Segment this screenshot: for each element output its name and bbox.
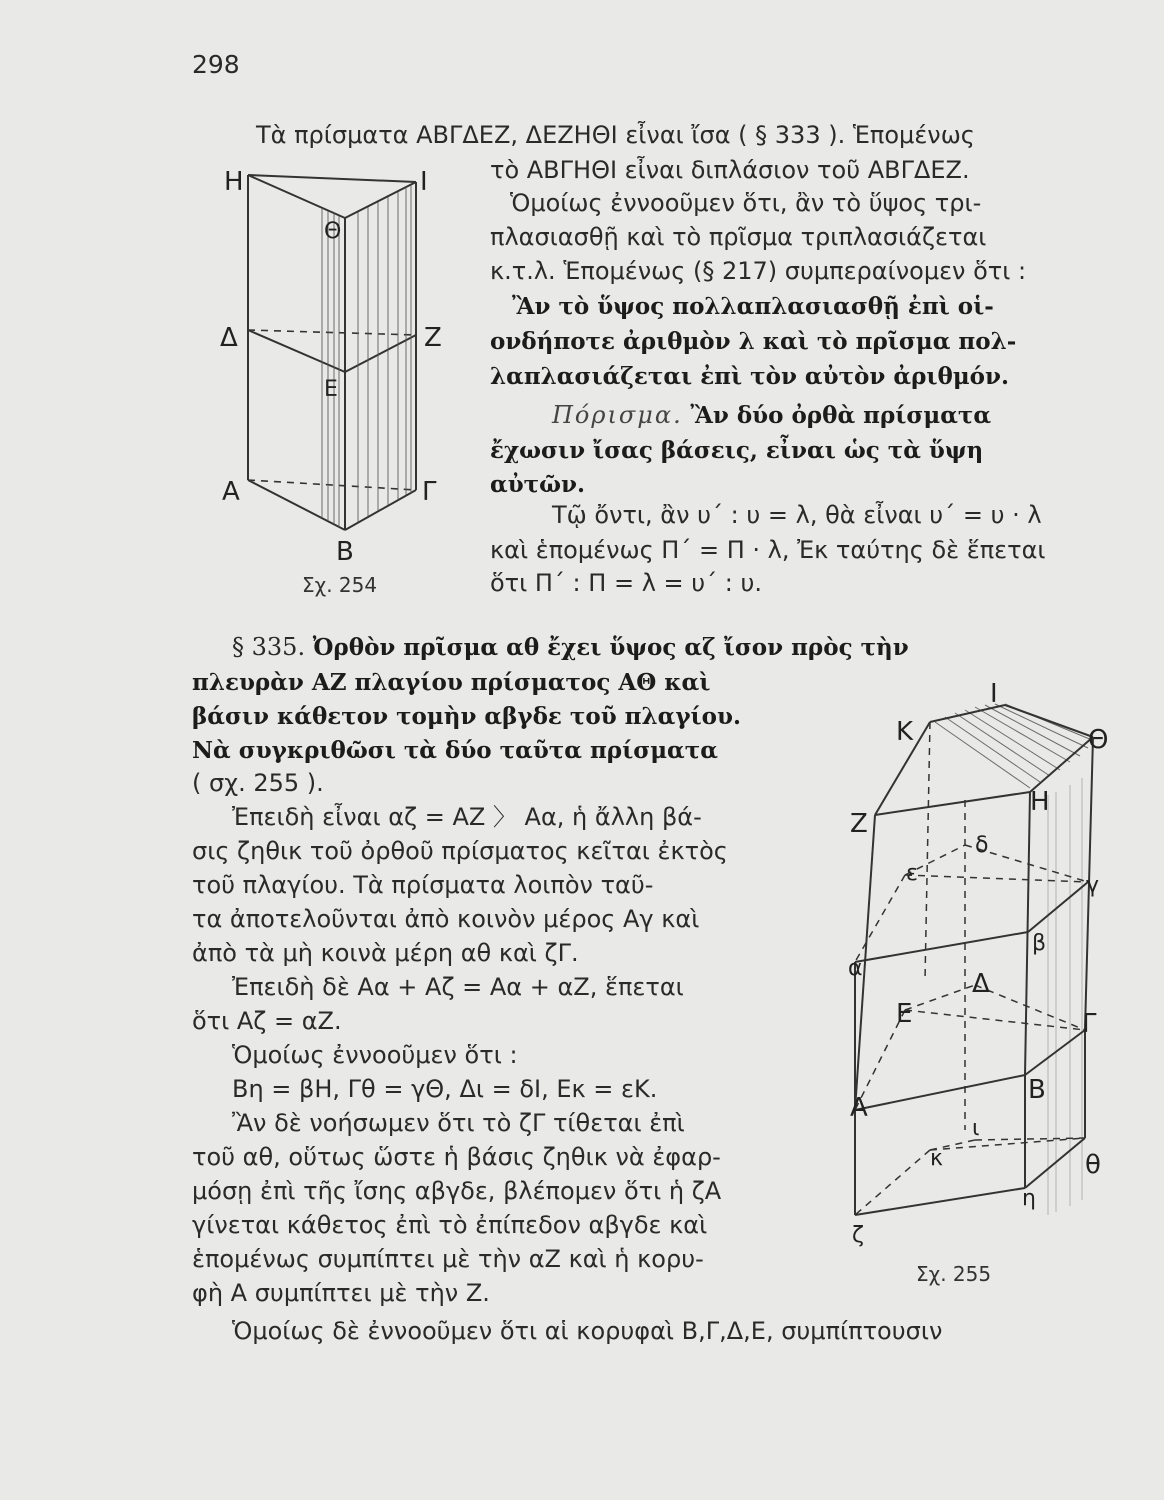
text-line: Ἂν δὲ νοήσωμεν ὅτι τὸ ζΓ τίθεται ἐπὶ <box>232 1109 685 1137</box>
label-B: Β <box>336 537 354 567</box>
text-line: τοῦ αθ, οὕτως ὥστε ἡ βάσις ζηθικ νὰ ἐφαρ- <box>192 1143 721 1171</box>
porisma-label: Πόρισμα. <box>552 401 683 429</box>
label-K: Κ <box>896 717 914 747</box>
edge <box>855 1188 1025 1215</box>
label-alpha: α <box>848 956 863 981</box>
hidden-edge <box>905 875 1088 882</box>
edge <box>1028 882 1088 932</box>
edge <box>1025 792 1030 1075</box>
label-Z: Ζ <box>850 809 868 839</box>
label-Z: Ζ <box>424 323 442 353</box>
label-I: Ι <box>420 167 428 197</box>
label-B: Β <box>1028 1075 1046 1105</box>
text-line: πλασιασθῇ καὶ τὸ πρῖσμα τριπλασιάζεται <box>490 223 987 251</box>
figure-255-caption: Σχ. 255 <box>916 1262 992 1286</box>
text-line: Βη = βΗ, Γθ = γΘ, Δι = δΙ, Εκ = εΚ. <box>232 1075 658 1103</box>
label-delta: δ <box>975 833 989 858</box>
label-E: Ε <box>896 999 913 1029</box>
section-heading-line <box>232 632 909 663</box>
text-line: μόσῃ ἐπὶ τῆς ἴσης αβγδε, βλέπομεν ὅτι ἡ ζΑ <box>192 1177 722 1205</box>
text-line: Ὁμοίως ἐννοοῦμεν ὅτι, ἂν τὸ ὕψος τρι- <box>510 189 982 217</box>
edge <box>855 932 1028 962</box>
label-iota: ι <box>972 1116 980 1141</box>
label-theta: θ <box>1085 1150 1101 1180</box>
hidden-edge <box>248 330 416 335</box>
text-line: Ἐπειδὴ εἶναι αζ = ΑΖ 〉 Αα, ἡ ἄλλη βά- <box>232 803 702 831</box>
label-A: Α <box>850 1093 868 1123</box>
text-line: φὴ Α συμπίπτει μὲ τὴν Ζ. <box>192 1279 490 1307</box>
porisma-line <box>552 400 991 431</box>
label-kappa: κ <box>930 1146 943 1171</box>
edge <box>345 182 416 218</box>
label-epsilon: ε <box>906 861 918 886</box>
label-H: Η <box>224 167 244 197</box>
page-number: 298 <box>192 50 240 79</box>
edge <box>1025 1030 1085 1075</box>
figure-255-prisms <box>830 670 1130 1270</box>
hidden-edge <box>855 875 905 962</box>
label-G: Γ <box>1082 1009 1097 1039</box>
theorem-line: ἔχωσιν ἴσας βάσεις, εἶναι ὡς τὰ ὕψη <box>490 437 984 464</box>
text-line: Ἐπειδὴ δὲ Αα + Αζ = Αα + αΖ, ἕπεται <box>232 973 684 1001</box>
edge <box>345 335 416 372</box>
label-G: Γ <box>422 477 437 507</box>
figure-254-prism <box>210 160 450 580</box>
label-gamma: γ <box>1086 873 1100 898</box>
section-title: Ὀρθὸν πρῖσμα αθ ἔχει ὕψος αζ ἴσον πρὸς τὴν <box>312 634 909 661</box>
text-line: τὸ ΑΒΓΗΘΙ εἶναι διπλάσιον τοῦ ΑΒΓΔΕΖ. <box>490 156 970 184</box>
edge <box>1030 737 1093 792</box>
text-line: ( σχ. 255 ). <box>192 769 324 797</box>
text-line: Ὁμοίως ἐννοοῦμεν ὅτι : <box>232 1041 518 1069</box>
text-line: ἑπομένως συμπίπτει μὲ τὴν αΖ καὶ ἡ κορυ- <box>192 1245 704 1273</box>
text-line: τα ἀποτελοῦνται ἀπὸ κοινὸν μέρος Αγ καὶ <box>192 905 700 933</box>
theorem-line: ονδήποτε ἀριθμὸν λ καὶ τὸ πρῖσμα πολ- <box>490 328 1017 355</box>
edge <box>248 330 345 372</box>
text-line: σις ζηθικ τοῦ ὀρθοῦ πρίσματος κεῖται ἐκτὸς <box>192 837 728 865</box>
label-A: Α <box>222 477 240 507</box>
theorem-line: Ἂν τὸ ὕψος πολλαπλασιασθῇ ἐπὶ οἱ- <box>512 293 994 320</box>
label-H: Η <box>1030 787 1050 817</box>
text-line: ὅτι Π΄ : Π = λ = υ΄ : υ. <box>490 569 763 597</box>
text-line: Τὰ πρίσματα ΑΒΓΔΕΖ, ΔΕΖΗΘΙ εἶναι ἴσα ( § 333 ). Ἑπομένως <box>256 121 975 149</box>
text-line: ὅτι Αζ = αΖ. <box>192 1007 342 1035</box>
hidden-edge <box>925 722 930 980</box>
label-Delta: Δ <box>220 323 238 353</box>
edge <box>248 175 345 218</box>
theorem-line: λαπλασιάζεται ἐπὶ τὸν αὐτὸν ἀριθμόν. <box>490 363 1009 390</box>
theorem-line: αὐτῶν. <box>490 471 585 498</box>
text-line: τοῦ πλαγίου. Τὰ πρίσματα λοιπὸν ταῦ- <box>192 871 654 899</box>
text-line: Τῷ ὄντι, ἂν υ΄ : υ = λ, θὰ εἶναι υ΄ = υ · λ <box>552 501 1042 529</box>
edge <box>248 175 416 182</box>
text-line: Ὁμοίως δὲ ἐννοοῦμεν ὅτι αἱ κορυφαὶ Β,Γ,Δ,Ε, συμπίπτουσιν <box>232 1317 943 1345</box>
figure-254-caption: Σχ. 254 <box>302 573 378 597</box>
hidden-edge <box>248 480 416 490</box>
text-line: καὶ ἑπομένως Π΄ = Π · λ, Ἐκ ταύτης δὲ ἕπεται <box>490 536 1046 564</box>
label-Theta: Θ <box>324 219 342 244</box>
hidden-edge <box>975 985 1085 1030</box>
label-I: Ι <box>990 679 998 709</box>
section-title-line: Νὰ συγκριθῶσι τὰ δύο ταῦτα πρίσματα <box>192 737 718 764</box>
edge <box>875 792 1030 815</box>
section-title-line: πλευρὰν ΑΖ πλαγίου πρίσματος ΑΘ καὶ <box>192 669 711 696</box>
porisma-text: Ἂν δύο ὀρθὰ πρίσματα <box>690 402 992 429</box>
label-eta: η <box>1022 1186 1036 1211</box>
section-title-line: βάσιν κάθετον τομὴν αβγδε τοῦ πλαγίου. <box>192 703 741 730</box>
edge <box>345 490 416 530</box>
label-Delta: Δ <box>972 969 990 999</box>
label-E: Ε <box>324 377 338 402</box>
hidden-edge <box>905 1010 1085 1030</box>
edge <box>1025 1138 1085 1188</box>
edge <box>248 480 345 530</box>
hidden-edge <box>975 1138 1085 1140</box>
text-line: ἀπὸ τὰ μὴ κοινὰ μέρη αθ καὶ ζΓ. <box>192 939 579 967</box>
text-line: κ.τ.λ. Ἑπομένως (§ 217) συμπεραίνομεν ὅτι : <box>490 257 1027 285</box>
label-beta: β <box>1032 931 1047 956</box>
text-line: γίνεται κάθετος ἐπὶ τὸ ἐπίπεδον αβγδε καὶ <box>192 1211 708 1239</box>
label-zeta: ζ <box>852 1223 864 1248</box>
edge <box>855 1075 1025 1110</box>
section-number: § 335. <box>232 633 306 661</box>
label-Theta: Θ <box>1088 725 1109 755</box>
